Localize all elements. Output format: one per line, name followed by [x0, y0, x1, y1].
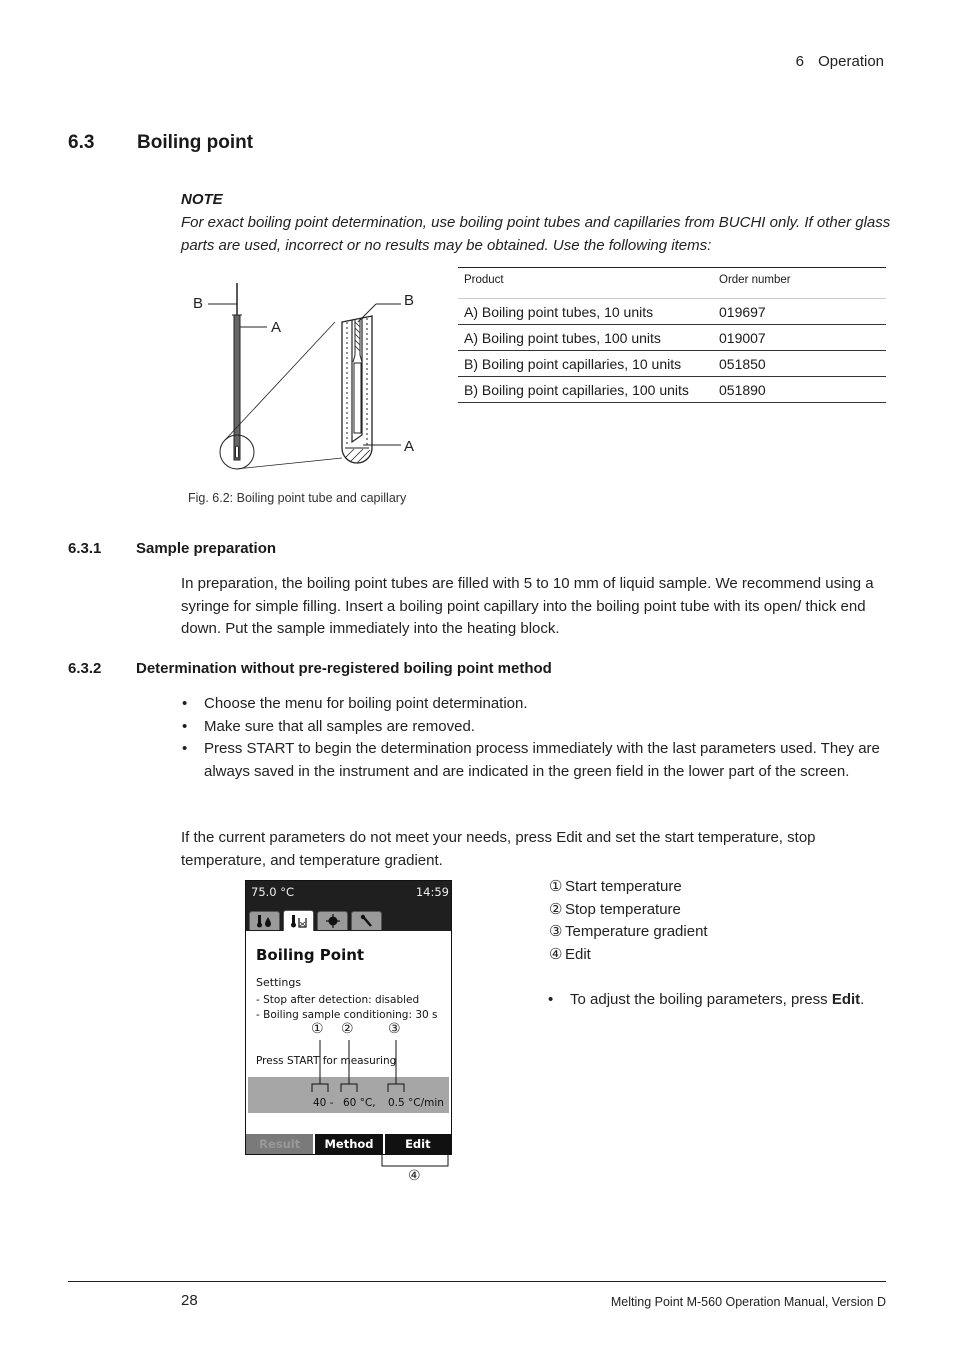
device-stop-temperature: 60 °C,	[343, 1097, 376, 1109]
determination-steps	[181, 693, 891, 783]
callout-bracket-4	[382, 1155, 448, 1166]
table-row	[458, 351, 886, 377]
legend-marker: ②	[549, 900, 563, 918]
label-a-right: A	[404, 438, 415, 455]
edit-button[interactable]: Edit	[383, 1134, 451, 1154]
subsection-number: 6.3.2	[68, 660, 102, 677]
callout-marker-1: ①	[311, 1021, 324, 1037]
device-tabs	[249, 911, 382, 931]
note-text: For exact boiling point determination, use boiling point tubes and capillaries from BUCHI only. If other glass parts are used, incorrect or no results may be obtained. Use the following items:	[181, 214, 891, 254]
subsection-heading-sample-preparation	[68, 540, 276, 557]
legend-marker: ①	[549, 878, 563, 895]
subsection-number: 6.3.1	[68, 540, 102, 557]
chapter-title: Operation	[818, 53, 884, 70]
callout-legend	[549, 876, 864, 1011]
legend-marker: ③	[549, 923, 563, 940]
legend-item	[549, 921, 864, 944]
tube-left	[234, 315, 240, 460]
crosshair-icon	[325, 914, 341, 928]
order-number-cell: 019697	[713, 299, 886, 325]
subsection-title: Sample preparation	[136, 540, 277, 557]
callout-lines	[240, 1020, 460, 1195]
order-number-cell: 019007	[713, 325, 886, 351]
callout-bracket-1	[312, 1084, 328, 1092]
result-button[interactable]: Result	[246, 1134, 313, 1154]
device-screen-title: Boiling Point	[256, 946, 365, 964]
order-table	[458, 267, 886, 403]
header-product: Product	[458, 268, 713, 299]
boiling-tube-figure	[180, 270, 440, 480]
callout-bracket-3	[388, 1084, 404, 1092]
capillary-air-pocket	[354, 363, 361, 433]
device-settings-label: Settings	[256, 976, 302, 989]
legend-label: Edit	[565, 945, 591, 963]
thermometer-drop-icon	[255, 914, 275, 928]
device-start-temperature: 40 -	[313, 1097, 334, 1109]
legend-marker: ④	[549, 945, 563, 963]
method-button[interactable]: Method	[313, 1134, 382, 1154]
list-item: • Press START to begin the determination process immediately with the last parameters used. They are always saved in the instrument and are indicated in the green field in the lower part of the screen.	[181, 738, 891, 783]
subsection-title: Determination without pre-registered boiling point method	[136, 660, 552, 677]
document-title: Melting Point M-560 Operation Manual, Version D	[610, 1295, 886, 1309]
tab-boiling-point[interactable]	[283, 910, 314, 931]
label-a-left: A	[271, 319, 282, 336]
list-item: • Make sure that all samples are removed.	[181, 716, 891, 739]
device-gradient: 0.5 °C/min	[388, 1097, 444, 1109]
edit-instruction-list	[547, 989, 864, 1012]
product-cell: B) Boiling point capillaries, 100 units	[458, 377, 713, 403]
instruction-text: To adjust the boiling parameters, press	[570, 990, 832, 1008]
tab-calibration[interactable]	[317, 911, 348, 930]
device-start-prompt: Press START for measuring	[256, 1055, 397, 1067]
zoom-line-top	[225, 322, 335, 440]
table-row	[458, 325, 886, 351]
table-row	[458, 377, 886, 403]
device-temperature: 75.0 °C	[251, 885, 295, 899]
table-row	[458, 299, 886, 325]
order-number-cell: 051890	[713, 377, 886, 403]
section-title: Boiling point	[137, 132, 254, 153]
header-order-number: Order number	[713, 268, 886, 299]
product-cell: A) Boiling point tubes, 10 units	[458, 299, 713, 325]
order-number-cell: 051850	[713, 351, 886, 377]
footer-divider	[68, 1281, 886, 1282]
section-heading	[68, 132, 253, 154]
chapter-number: 6	[795, 53, 804, 70]
device-status-bar	[246, 881, 451, 931]
tab-melting-point[interactable]	[249, 911, 280, 930]
table-header-row	[458, 268, 886, 299]
callout-marker-3: ③	[388, 1021, 401, 1037]
capillary-hatch	[355, 322, 360, 351]
wrench-icon	[359, 914, 375, 928]
legend-label: Start temperature	[565, 878, 682, 895]
thermometer-beaker-icon	[289, 914, 309, 928]
instruction-suffix: .	[860, 990, 865, 1008]
legend-label: Temperature gradient	[565, 923, 708, 940]
list-item: • Choose the menu for boiling point determination.	[181, 693, 891, 716]
legend-label: Stop temperature	[565, 900, 681, 918]
figure-caption: Fig. 6.2: Boiling point tube and capillary	[188, 491, 407, 505]
parameters-paragraph: If the current parameters do not meet your needs, press Edit and set the start temperature, stop temperature, and temperature gradient.	[181, 829, 816, 869]
callout-marker-4: ④	[408, 1168, 421, 1184]
label-b-right: B	[404, 292, 415, 309]
product-cell: A) Boiling point tubes, 100 units	[458, 325, 713, 351]
legend-item	[549, 899, 864, 922]
product-cell: B) Boiling point capillaries, 10 units	[458, 351, 713, 377]
legend-item	[549, 944, 864, 967]
capillary-bore	[353, 319, 362, 362]
device-time: 14:59	[415, 885, 449, 899]
capillary-tip	[236, 446, 239, 458]
section-number: 6.3	[68, 132, 95, 153]
device-setting-line: - Stop after detection: disabled	[256, 994, 420, 1006]
legend-item	[549, 876, 864, 899]
instruction-emphasis: Edit	[831, 990, 861, 1008]
callout-bracket-2	[341, 1084, 357, 1092]
callout-marker-2: ②	[341, 1021, 354, 1037]
label-b-left: B	[193, 295, 204, 312]
device-setting-line: - Boiling sample conditioning: 30 s	[256, 1009, 438, 1021]
page-number: 28	[181, 1292, 198, 1309]
note-title: NOTE	[181, 191, 223, 208]
sample-preparation-text: In preparation, the boiling point tubes are filled with 5 to 10 mm of liquid sample. We recommend using a syringe for simple filling. Insert a boiling point capillary into the boiling point tube with its open/ thick end down. Put the sample immediately into the heating block.	[181, 575, 874, 637]
tab-settings[interactable]	[351, 911, 382, 930]
running-header	[796, 53, 884, 70]
subsection-heading-determination	[68, 660, 552, 677]
list-item	[547, 989, 864, 1012]
